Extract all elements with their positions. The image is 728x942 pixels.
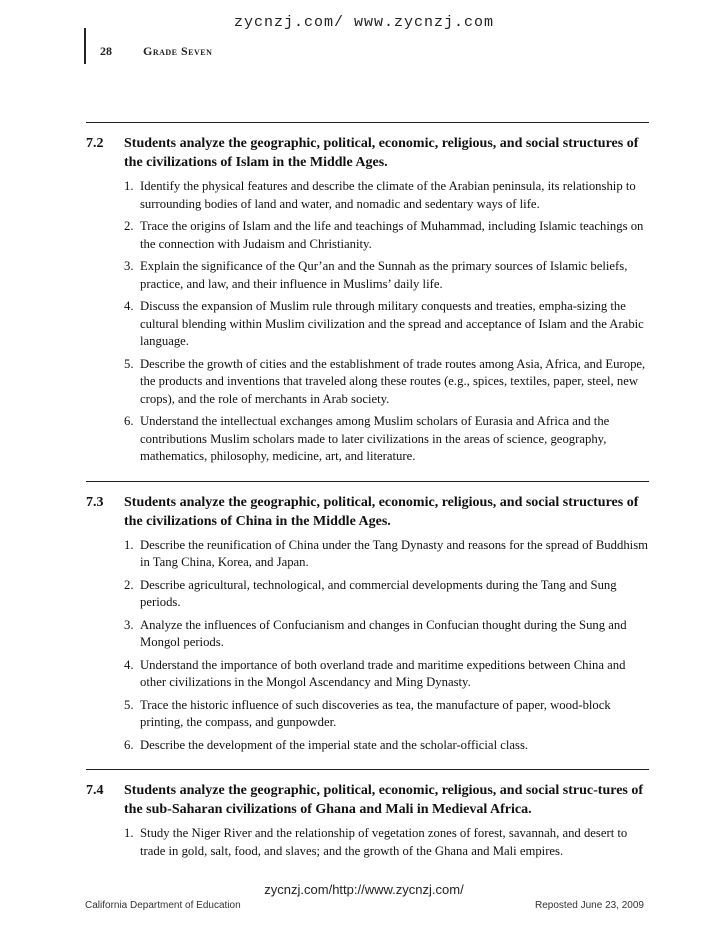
- list-item: [124, 825, 649, 860]
- standard-7-4: [86, 769, 649, 860]
- list-item: [124, 617, 649, 652]
- item-number: 5.: [124, 356, 134, 371]
- footer-publisher: California Department of Education: [85, 900, 241, 911]
- running-header: [100, 44, 212, 59]
- item-number: 2.: [124, 577, 134, 592]
- list-item: [124, 178, 649, 213]
- list-item: [124, 537, 649, 572]
- standard-heading: Students analyze the geographic, political, economic, religious, and social structures of the civilizations of China in the Middle Ages.: [124, 494, 639, 529]
- list-item: [124, 697, 649, 732]
- standard-number: 7.2: [86, 136, 104, 151]
- standard-items: [86, 537, 649, 755]
- item-text: Trace the origins of Islam and the life and teachings of Muhammad, including Islamic teachings on the connection with Judaism and Christianity.: [140, 219, 644, 251]
- list-item: [124, 356, 649, 409]
- standard-items: [86, 825, 649, 860]
- footer-date: Reposted June 23, 2009: [535, 900, 644, 911]
- standard-number: 7.4: [86, 783, 104, 798]
- running-title: Grade Seven: [143, 44, 213, 58]
- item-text: Identify the physical features and describe the climate of the Arabian peninsula, its relationship to surrounding bodies of land and water, and nomadic and sedentary ways of life.: [140, 179, 636, 211]
- list-item: [124, 577, 649, 612]
- list-item: [124, 298, 649, 351]
- item-text: Describe the reunification of China under the Tang Dynasty and reasons for the spread of Buddhism in Tang China, Korea, and Japan.: [140, 537, 649, 569]
- item-number: 4.: [124, 299, 134, 313]
- item-number: 4.: [124, 657, 134, 672]
- item-text: Describe agricultural, technological, and commercial developments during the Tang and Sung periods.: [140, 577, 617, 609]
- item-text: Describe the development of the imperial state and the scholar-official class.: [140, 737, 529, 752]
- list-item: [124, 413, 649, 466]
- list-item: [124, 218, 649, 253]
- item-number: 1.: [124, 179, 134, 193]
- item-text: Explain the significance of the Qur’an and the Sunnah as the primary sources of Islamic beliefs, practice, and law, and their influence in Muslims’ daily life.: [140, 259, 628, 291]
- standards-content: [86, 122, 649, 875]
- list-item: [124, 258, 649, 293]
- item-text: Understand the importance of both overland trade and maritime expeditions between China and other civilizations in the Mongol Ascendancy and Ming Dynasty.: [140, 657, 626, 689]
- item-number: 6.: [124, 737, 134, 752]
- item-text: Trace the historic influence of such discoveries as tea, the manufacture of paper, wood-block printing, the compass, and gunpowder.: [140, 697, 611, 729]
- list-item: [124, 737, 649, 755]
- standard-7-2: [86, 122, 649, 466]
- page-number: 28: [100, 44, 112, 58]
- item-number: 1.: [124, 537, 134, 552]
- standard-7-3: [86, 481, 649, 755]
- item-text: Describe the growth of cities and the establishment of trade routes among Asia, Africa, and Europe, the products and inventions that traveled along these routes (e.g., spices, textiles, paper, steel, new crops), and the role of merchants in Arab society.: [140, 356, 646, 406]
- item-text: Study the Niger River and the relationship of vegetation zones of forest, savannah, and desert to trade in gold, salt, food, and slaves; and the growth of the Ghana and Mali empires.: [140, 826, 628, 858]
- standard-heading: Students analyze the geographic, political, economic, religious, and social structures of the civilizations of Islam in the Middle Ages.: [124, 136, 639, 170]
- item-number: 3.: [124, 259, 134, 273]
- standard-items: [86, 178, 649, 466]
- item-text: Understand the intellectual exchanges among Muslim scholars of Eurasia and Africa and the contributions Muslim scholars made to later civilizations in the areas of science, geography, mathematics, philosophy, medicine, art, and literature.: [140, 414, 610, 463]
- header-rule: [84, 28, 86, 64]
- standard-heading: Students analyze the geographic, political, economic, religious, and social struc-tures of the sub-Saharan civilizations of Ghana and Mali in Medieval Africa.: [124, 783, 644, 817]
- item-text: Discuss the expansion of Muslim rule through military conquests and treaties, empha-sizing the cultural blending within Muslim civilization and the spread and acceptance of Islam and the Arabic language.: [140, 299, 644, 348]
- item-number: 6.: [124, 414, 134, 428]
- standard-number: 7.3: [86, 494, 104, 510]
- item-text: Analyze the influences of Confucianism and changes in Confucian thought during the Sung and Mongol periods.: [140, 617, 627, 649]
- list-item: [124, 657, 649, 692]
- watermark-bottom: zycnzj.com/http://www.zycnzj.com/: [264, 882, 464, 897]
- item-number: 3.: [124, 617, 134, 632]
- item-number: 2.: [124, 219, 134, 233]
- watermark-top: zycnzj.com/ www.zycnzj.com: [233, 14, 495, 31]
- item-number: 1.: [124, 826, 134, 840]
- item-number: 5.: [124, 697, 134, 712]
